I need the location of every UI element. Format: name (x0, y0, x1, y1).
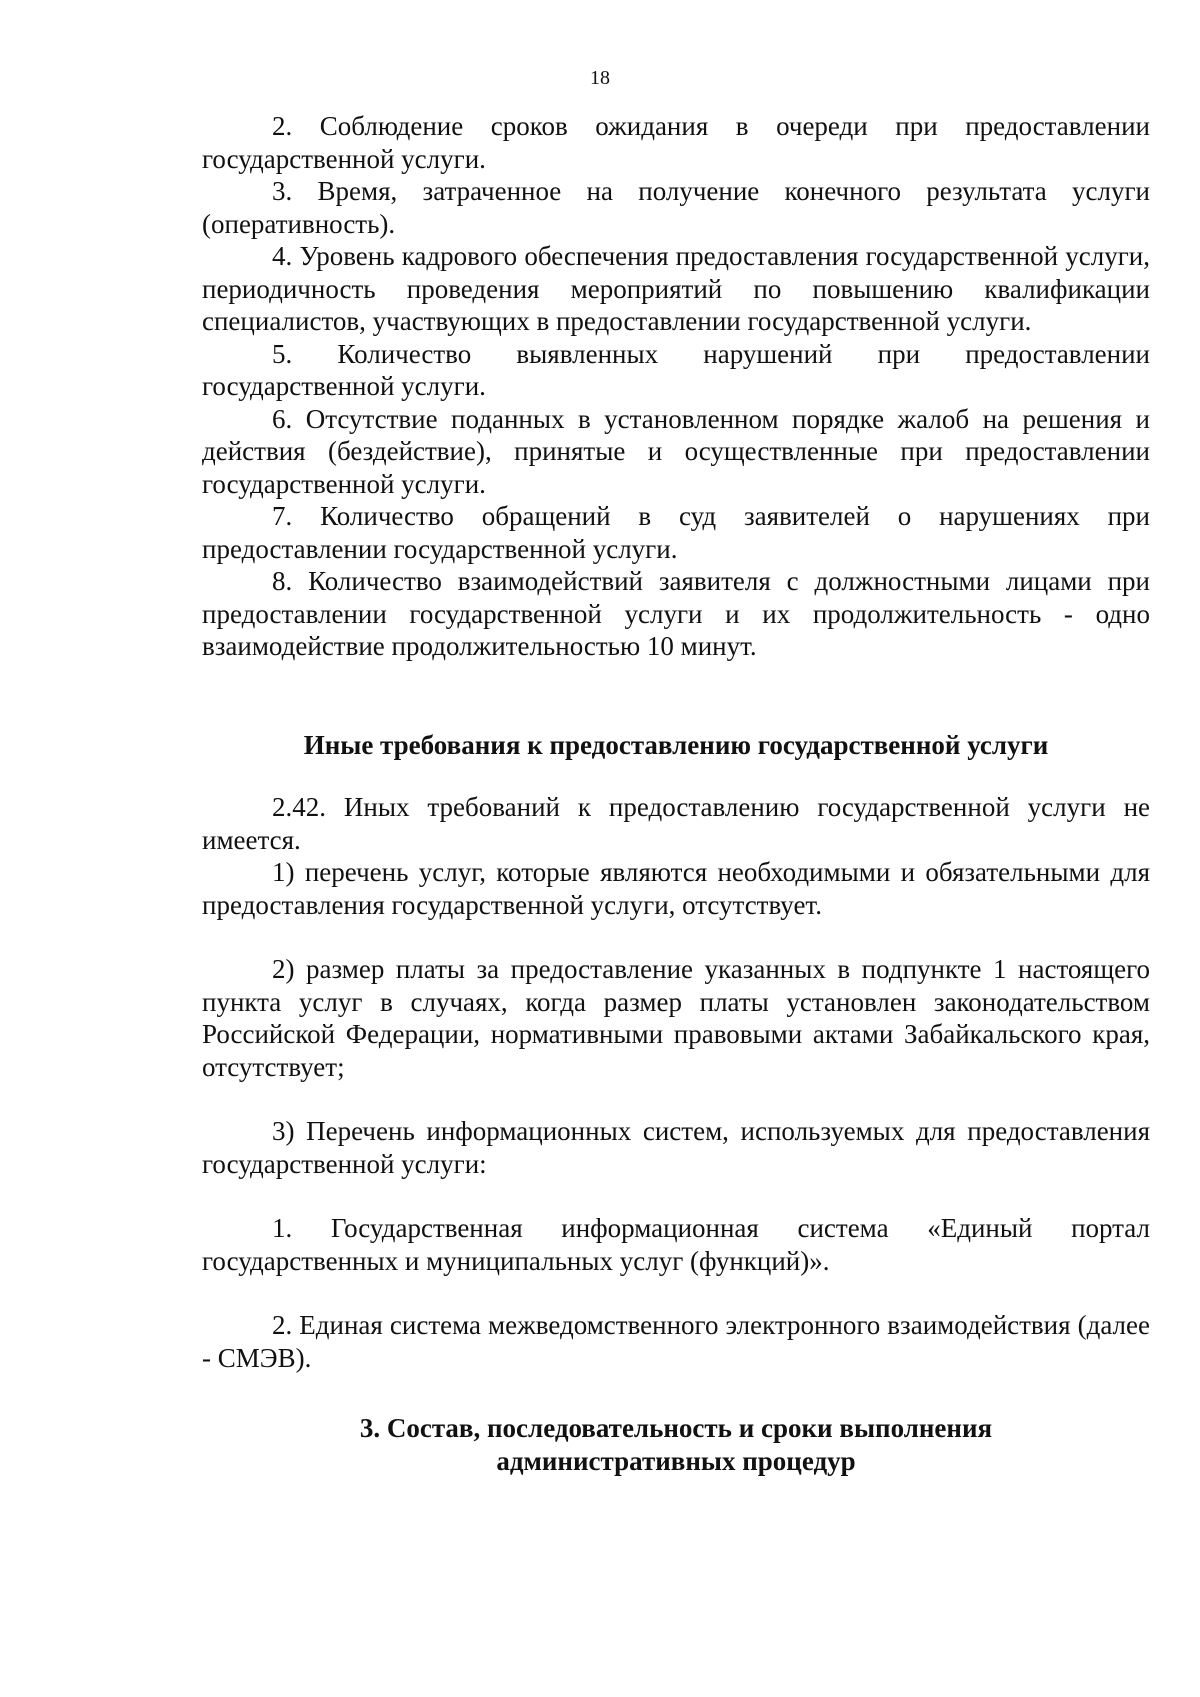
chapter-heading (202, 1412, 1150, 1477)
paragraph-2-42: 2.42. Иных требований к предоставлению государственной услуги не имеется. (202, 792, 1150, 855)
paragraph-item-7: 7. Количество обращений в суд заявителей о нарушениях при предоставлении государственной услуги. (202, 501, 1150, 564)
paragraph-item-4: 4. Уровень кадрового обеспечения предоставления государственной услуги, периодичность проведения мероприятий по повышению квалификации специалистов, участвующих в предоставлении государственной услуги. (202, 241, 1150, 336)
paragraph-subitem-1: 1) перечень услуг, которые являются необходимыми и обязательными для предоставления государственной услуги, отсутствует. (202, 857, 1150, 920)
paragraph-item-8: 8. Количество взаимодействий заявителя с должностными лицами при предоставлении государственной услуги и их продолжительность - одно взаимодействие продолжительностью 10 минут. (202, 566, 1150, 661)
paragraph-item-3: 3. Время, затраченное на получение конечного результата услуги (оперативность). (202, 176, 1150, 239)
chapter-heading-line-2: административных процедур (496, 1445, 856, 1476)
paragraph-subitem-3: 3) Перечень информационных систем, используемых для предоставления государственной услуги: (202, 1116, 1150, 1179)
page-content (202, 110, 1150, 1477)
paragraph-system-2: 2. Единая система межведомственного электронного взаимодействия (далее - СМЭВ). (202, 1310, 1150, 1373)
paragraph-item-2: 2. Соблюдение сроков ожидания в очереди при предоставлении государственной услуги. (202, 111, 1150, 174)
paragraph-item-6: 6. Отсутствие поданных в установленном порядке жалоб на решения и действия (бездействие), принятые и осуществленные при предоставлении государственной услуги. (202, 403, 1150, 499)
paragraph-system-1: 1. Государственная информационная система «Единый портал государственных и муниципальных услуг (функций)». (202, 1213, 1150, 1276)
paragraph-subitem-2: 2) размер платы за предоставление указанных в подпункте 1 настоящего пункта услуг в случаях, когда размер платы установлен законодательством Российской Федерации, нормативными правовыми актами Забайкальского края, отсутствует; (202, 954, 1150, 1082)
chapter-heading-line-1: 3. Состав, последовательность и сроки выполнения (359, 1413, 993, 1443)
page-number: 18 (590, 67, 610, 89)
paragraph-item-5: 5. Количество выявленных нарушений при предоставлении государственной услуги. (202, 338, 1150, 401)
section-heading: Иные требования к предоставлению государственной услуги (303, 729, 1049, 760)
